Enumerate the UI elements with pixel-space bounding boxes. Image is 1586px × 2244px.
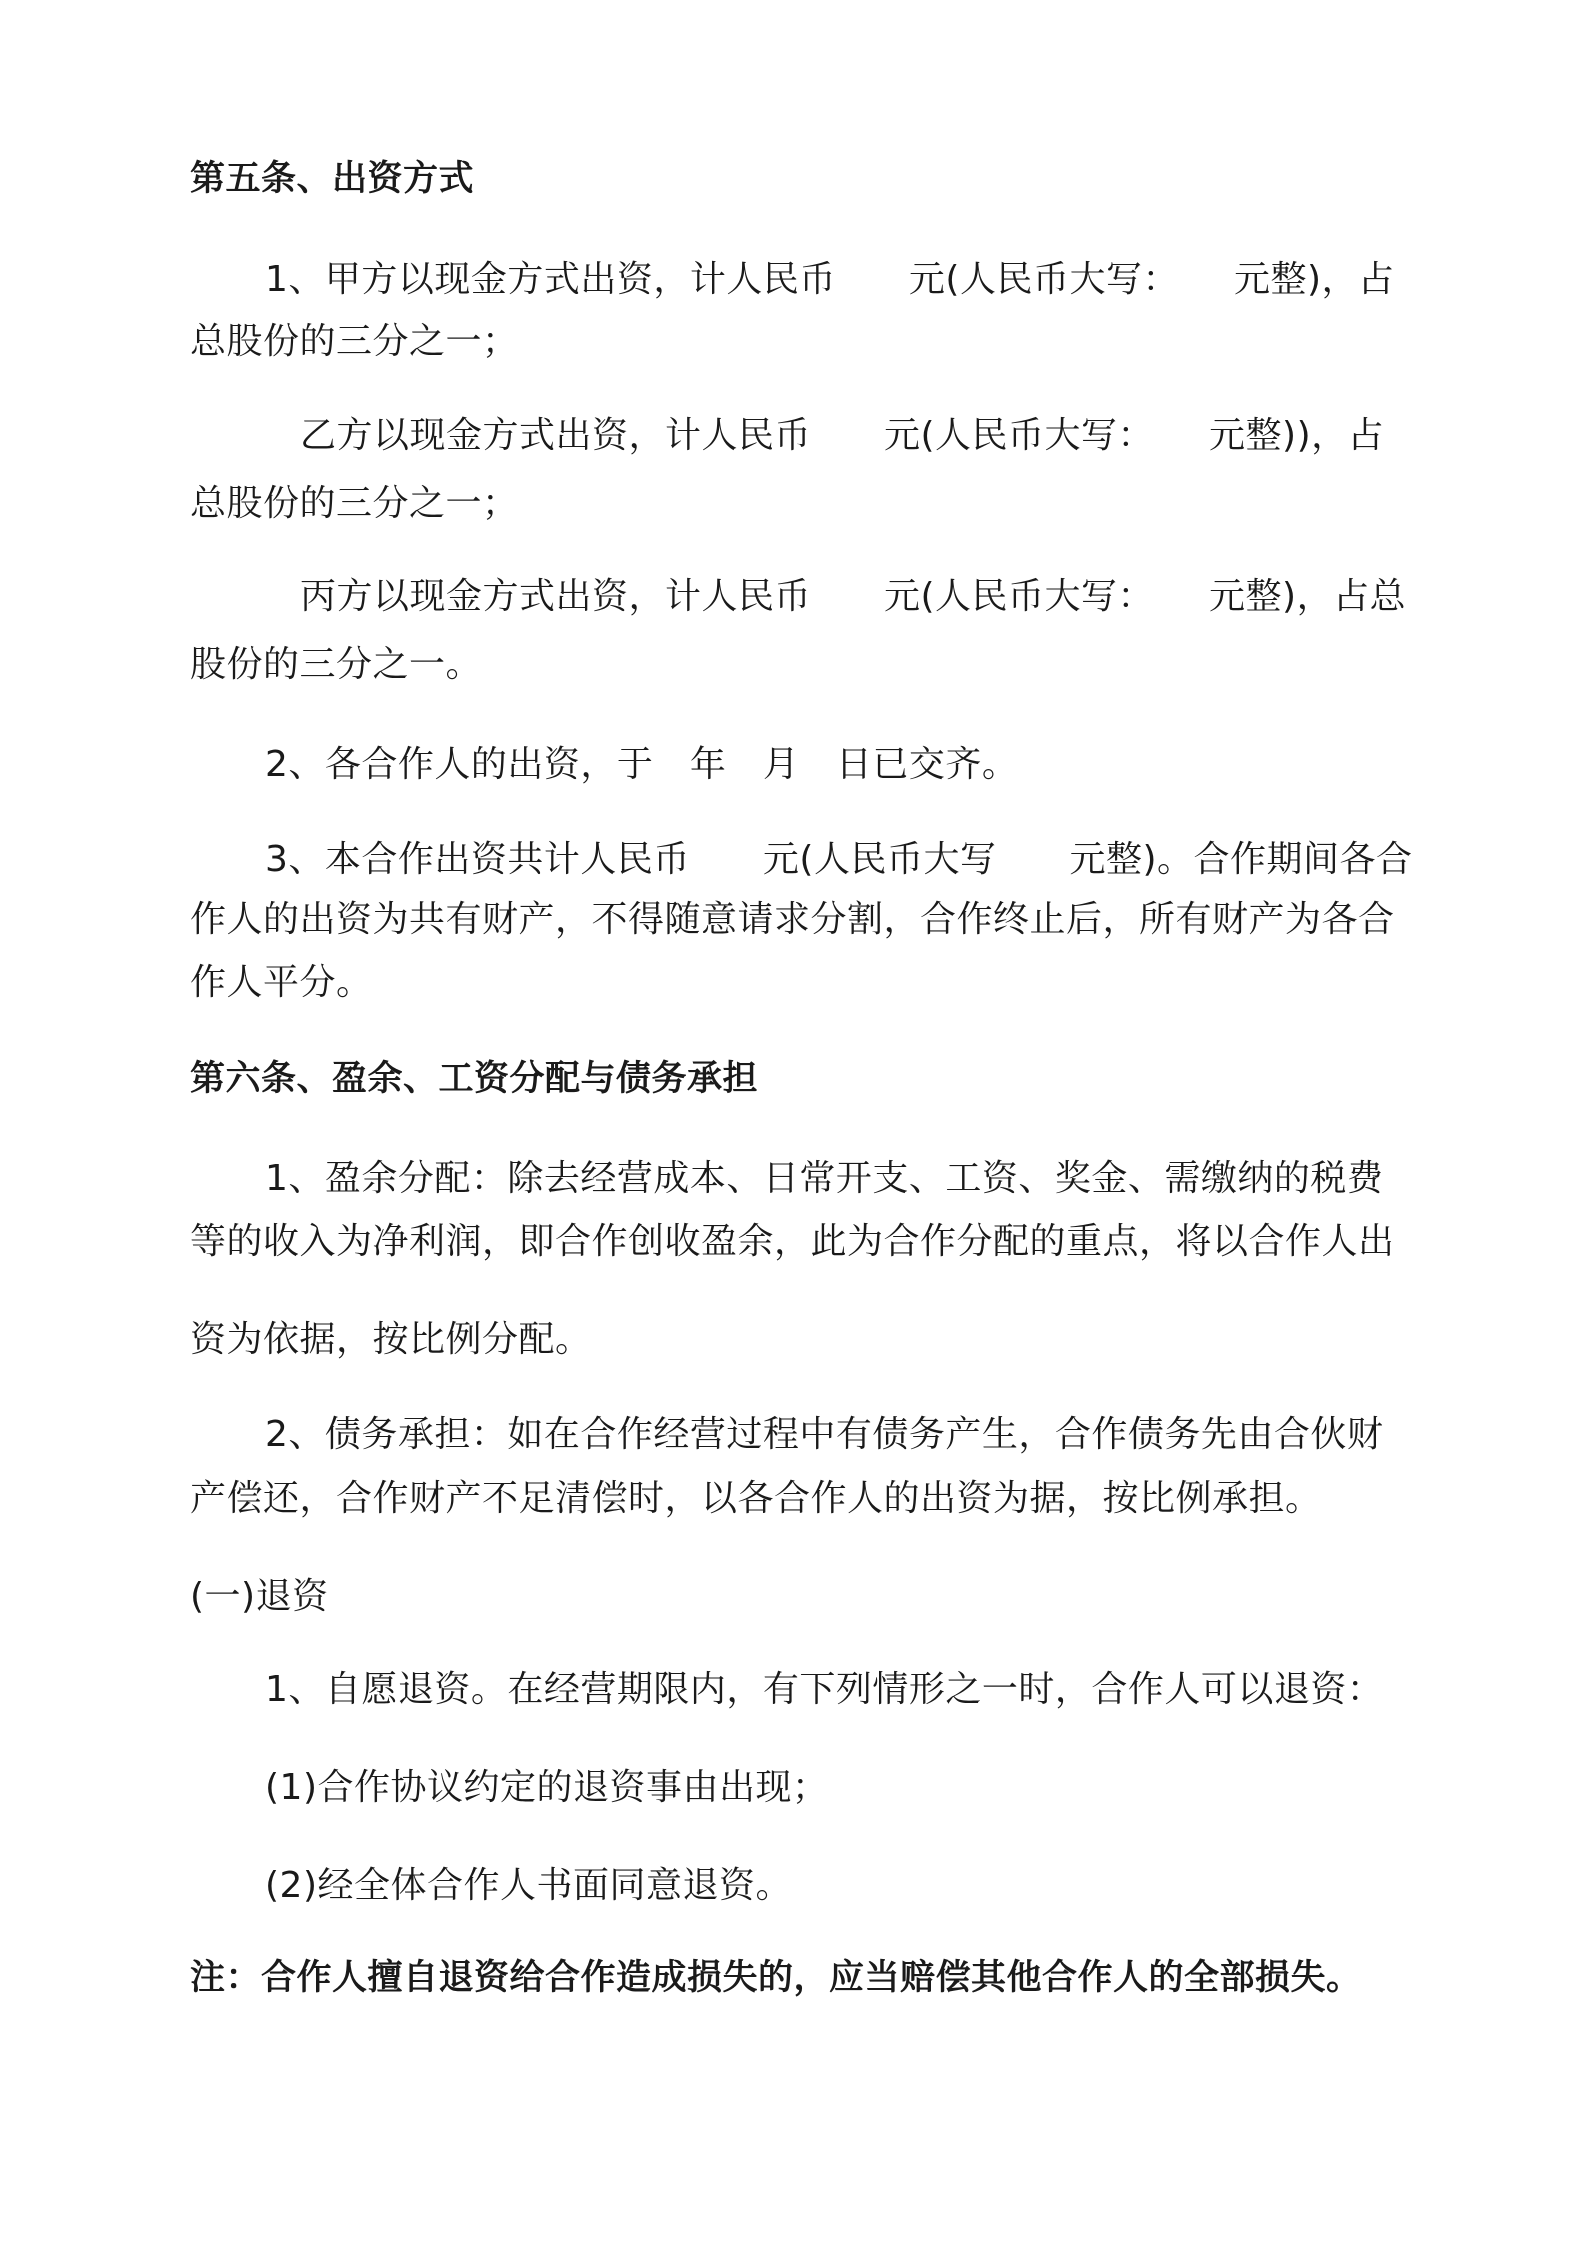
article6-heading: 第六条、盈余、工资分配与债务承担 — [190, 1059, 759, 1099]
withdrawal-sub1: (1)合作协议约定的退资事由出现； — [265, 1767, 829, 1808]
article6-item1-line3: 资为依据，按比例分配。 — [190, 1319, 592, 1360]
article5-item3-line2: 作人的出资为共有财产，不得随意请求分割，合作终止后，所有财产为各合 — [190, 899, 1395, 940]
article5-item3-line1: 3、本合作出资共计人民币 元(人民币大写 元整)。合作期间各合 — [265, 839, 1413, 880]
article5-partyC-line2: 股份的三分之一。 — [190, 644, 483, 685]
article5-partyB-line2: 总股份的三分之一； — [190, 483, 519, 524]
article5-partyC-line1: 丙方以现金方式出资，计人民币 元(人民币大写： 元整)，占总 — [300, 576, 1407, 617]
article6-item2-line1: 2、债务承担：如在合作经营过程中有债务产生，合作债务先由合伙财 — [265, 1414, 1384, 1455]
article5-item2: 2、各合作人的出资，于 年 月 日已交齐。 — [265, 744, 1019, 785]
article5-item1-line2: 总股份的三分之一； — [190, 321, 519, 362]
article6-item1-line2: 等的收入为净利润，即合作创收盈余，此为合作分配的重点，将以合作人出 — [190, 1221, 1395, 1262]
article5-item1-line1: 1、甲方以现金方式出资，计人民币 元(人民币大写： 元整)，占 — [265, 259, 1395, 300]
withdrawal-heading: (一)退资 — [190, 1576, 329, 1617]
article5-partyB-line1: 乙方以现金方式出资，计人民币 元(人民币大写： 元整))，占 — [300, 415, 1385, 456]
withdrawal-item1: 1、自愿退资。在经营期限内，有下列情形之一时，合作人可以退资： — [265, 1669, 1384, 1710]
article6-item2-line2: 产偿还，合作财产不足清偿时，以各合作人的出资为据，按比例承担。 — [190, 1478, 1322, 1519]
withdrawal-sub2: (2)经全体合作人书面同意退资。 — [265, 1865, 792, 1906]
withdrawal-note: 注：合作人擅自退资给合作造成损失的，应当赔偿其他合作人的全部损失。 — [190, 1958, 1362, 1998]
article5-heading: 第五条、出资方式 — [190, 159, 475, 199]
article6-item1-line1: 1、盈余分配：除去经营成本、日常开支、工资、奖金、需缴纳的税费 — [265, 1158, 1384, 1199]
article5-item3-line3: 作人平分。 — [190, 962, 373, 1003]
